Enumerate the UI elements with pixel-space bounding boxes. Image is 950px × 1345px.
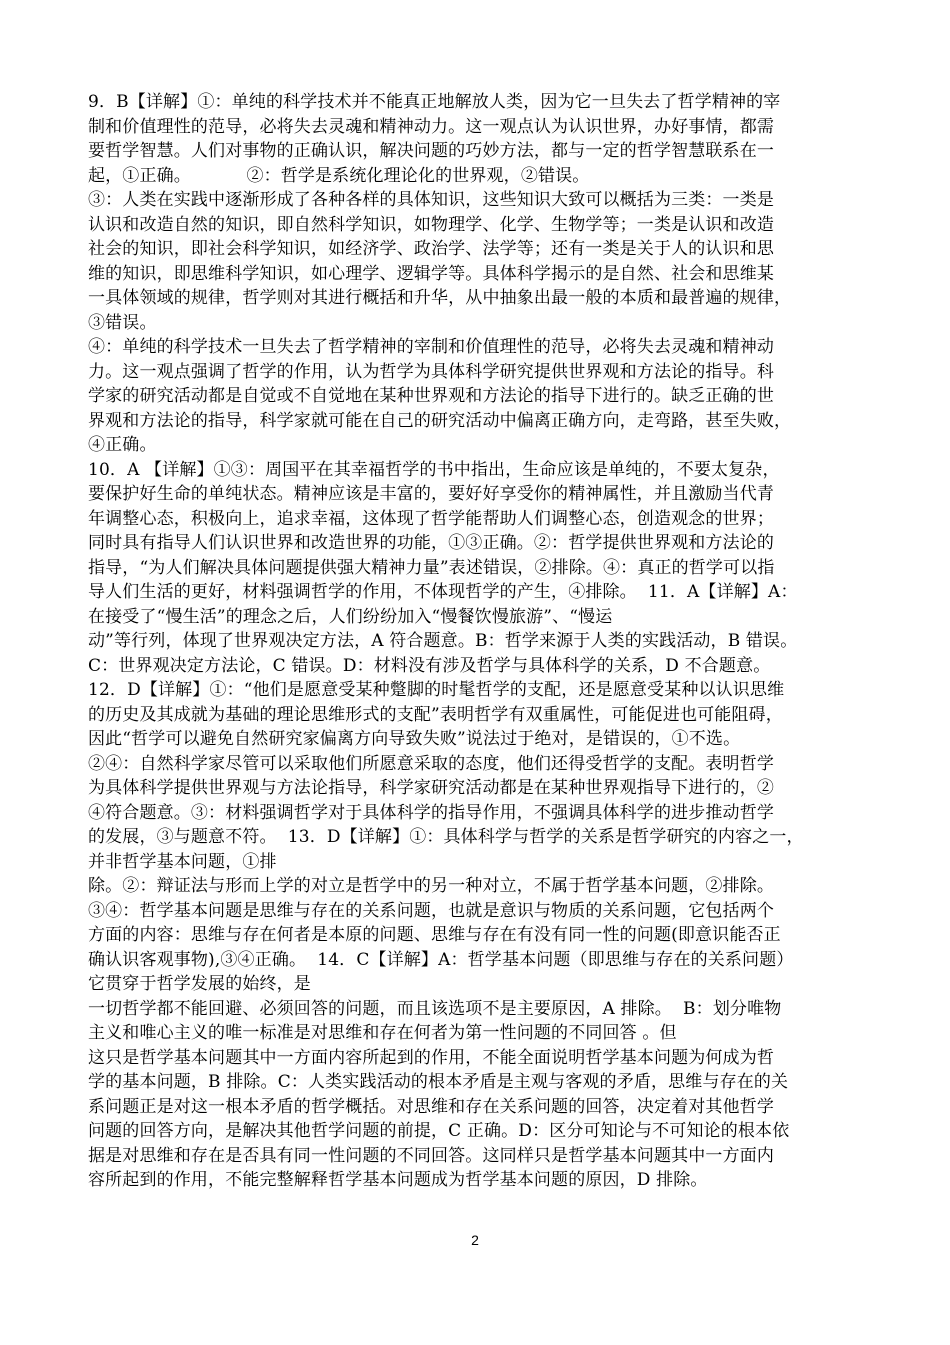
text-line: 方面的内容：思维与存在何者是本原的问题、思维与存在有没有同一性的问题(即意识能否正 bbox=[88, 925, 781, 945]
text-line: 认识和改造自然的知识，即自然科学知识，如物理学、化学、生物学等；一类是认识和改造 bbox=[88, 214, 774, 235]
text-line: 12．D【详解】①：“他们是愿意受某种蹩脚的时髦哲学的支配，还是愿意受某种以认识思维 bbox=[88, 680, 785, 700]
text-line: 要哲学智慧。人们对事物的正确认识，解决问题的巧妙方法，都与一定的哲学智慧联系在一 bbox=[88, 141, 774, 161]
text-line: 起，①正确。 ②：哲学是系统化理论化的世界观，②错误。 bbox=[88, 165, 590, 186]
text-line: 一具体领域的规律，哲学则对其进行概括和升华，从中抽象出最一般的本质和最普遍的规律， bbox=[88, 288, 792, 308]
document-body bbox=[88, 90, 880, 1193]
text-line: 它贯穿于哲学发展的始终，是 bbox=[88, 974, 311, 994]
text-line: 确认识客观事物),③④正确。 14．C【详解】A：哲学基本问题（即思维与存在的关系问题） bbox=[88, 949, 794, 970]
text-line: ④正确。 bbox=[88, 435, 157, 455]
text-line: 导人们生活的更好，材料强调哲学的作用，不体现哲学的产生，④排除。 11．A【详解】A： bbox=[88, 582, 798, 602]
text-line: ④符合题意。③：材料强调哲学对于具体科学的指导作用，不强调具体科学的进步推动哲学 bbox=[88, 802, 774, 823]
text-line: 社会的知识，即社会科学知识，如经济学、政治学、法学等；还有一类是关于人的认识和思 bbox=[88, 239, 774, 259]
text-line: 容所起到的作用，不能完整解释哲学基本问题成为哲学基本问题的原因，D 排除。 bbox=[88, 1170, 708, 1190]
text-line: 学的基本问题，B 排除。C：人类实践活动的根本矛盾是主观与客观的矛盾，思维与存在的关 bbox=[88, 1072, 789, 1092]
text-line: 的发展，③与题意不符。 13．D【详解】①：具体科学与哲学的关系是哲学研究的内容之一， bbox=[88, 827, 804, 847]
text-line: ③：人类在实践中逐渐形成了各种各样的具体知识，这些知识大致可以概括为三类：一类是 bbox=[88, 190, 774, 210]
text-line: ③④：哲学基本问题是思维与存在的关系问题，也就是意识与物质的关系问题，它包括两个 bbox=[88, 900, 774, 921]
text-line: 一切哲学都不能回避、必须回答的问题，而且该选项不是主要原因，A 排除。 B：划分唯物 bbox=[88, 998, 782, 1019]
text-line: 并非哲学基本问题，①排 bbox=[88, 851, 277, 872]
text-line: ④：单纯的科学技术一旦失去了哲学精神的宰制和价值理性的范导，必将失去灵魂和精神动 bbox=[88, 337, 774, 357]
text-line: 维的知识，即思维科学知识，如心理学、逻辑学等。具体科学揭示的是自然、社会和思维某 bbox=[88, 263, 774, 284]
text-line: 要保护好生命的单纯状态。精神应该是丰富的，要好好享受你的精神属性，并且激励当代青 bbox=[88, 484, 774, 504]
text-line: 因此“哲学可以避免自然研究家偏离方向导致失败”说法过于绝对，是错误的，①不选。 bbox=[88, 729, 741, 749]
text-line: 制和价值理性的范导，必将失去灵魂和精神动力。这一观点认为认识世界，办好事情，都需 bbox=[88, 116, 774, 137]
text-line: 同时具有指导人们认识世界和改造世界的功能，①③正确。②：哲学提供世界观和方法论的 bbox=[88, 533, 774, 553]
text-line: 问题的回答方向，是解决其他哲学问题的前提，C 正确。D：区分可知论与不可知论的根本依 bbox=[88, 1121, 790, 1141]
text-line: 指导，“为人们解决具体问题提供强大精神力量”表述错误，②排除。④：真正的哲学可以指 bbox=[88, 557, 775, 578]
text-line: 年调整心态，积极向上，追求幸福，这体现了哲学能帮助人们调整心态，创造观念的世界； bbox=[88, 508, 774, 529]
text-line: 这只是哲学基本问题其中一方面内容所起到的作用，不能全面说明哲学基本问题为何成为哲 bbox=[88, 1047, 774, 1068]
text-line: 为具体科学提供世界观与方法论指导，科学家研究活动都是在某种世界观指导下进行的，② bbox=[88, 778, 774, 798]
text-line: 10．A 【详解】①③：周国平在其幸福哲学的书中指出，生命应该是单纯的，不要太复杂， bbox=[88, 459, 780, 480]
text-line: 力。这一观点强调了哲学的作用，认为哲学为具体科学研究提供世界观和方法论的指导。科 bbox=[88, 361, 774, 382]
text-line: 动”等行列，体现了世界观决定方法，A 符合题意。B：哲学来源于人类的实践活动，B 错误。 bbox=[88, 631, 798, 651]
text-line: 界观和方法论的指导，科学家就可能在自己的研究活动中偏离正确方向，走弯路，甚至失败， bbox=[88, 410, 792, 431]
text-line: 主义和唯心主义的唯一标准是对思维和存在何者为第一性问题的不同回答 。但 bbox=[88, 1023, 677, 1043]
text-line: 据是对思维和存在是否具有同一性问题的不同回答。这同样只是哲学基本问题其中一方面内 bbox=[88, 1145, 774, 1166]
page-number: 2 bbox=[471, 1232, 479, 1248]
text-line: 在接受了“慢生活”的理念之后，人们纷纷加入“慢餐饮慢旅游”、“慢运 bbox=[88, 606, 613, 627]
text-line: 除。②：辩证法与形而上学的对立是哲学中的另一种对立，不属于哲学基本问题，②排除。 bbox=[88, 876, 774, 896]
text-line: ②④：自然科学家尽管可以采取他们所愿意采取的态度，他们还得受哲学的支配。表明哲学 bbox=[88, 753, 774, 774]
text-line: 9．B【详解】①：单纯的科学技术并不能真正地解放人类，因为它一旦失去了哲学精神的宰 bbox=[88, 92, 781, 112]
text-line: 学家的研究活动都是自觉或不自觉地在某种世界观和方法论的指导下进行的。缺乏正确的世 bbox=[88, 386, 774, 406]
text-line: 系问题正是对这一根本矛盾的哲学概括。对思维和存在关系问题的回答，决定着对其他哲学 bbox=[88, 1096, 774, 1117]
text-line: ③错误。 bbox=[88, 312, 157, 333]
text-line: 的历史及其成就为基础的理论思维形式的支配”表明哲学有双重属性，可能促进也可能阻碍， bbox=[88, 704, 783, 725]
text-line: C：世界观决定方法论，C 错误。D：材料没有涉及哲学与具体科学的关系，D 不合题意。 bbox=[88, 655, 771, 676]
